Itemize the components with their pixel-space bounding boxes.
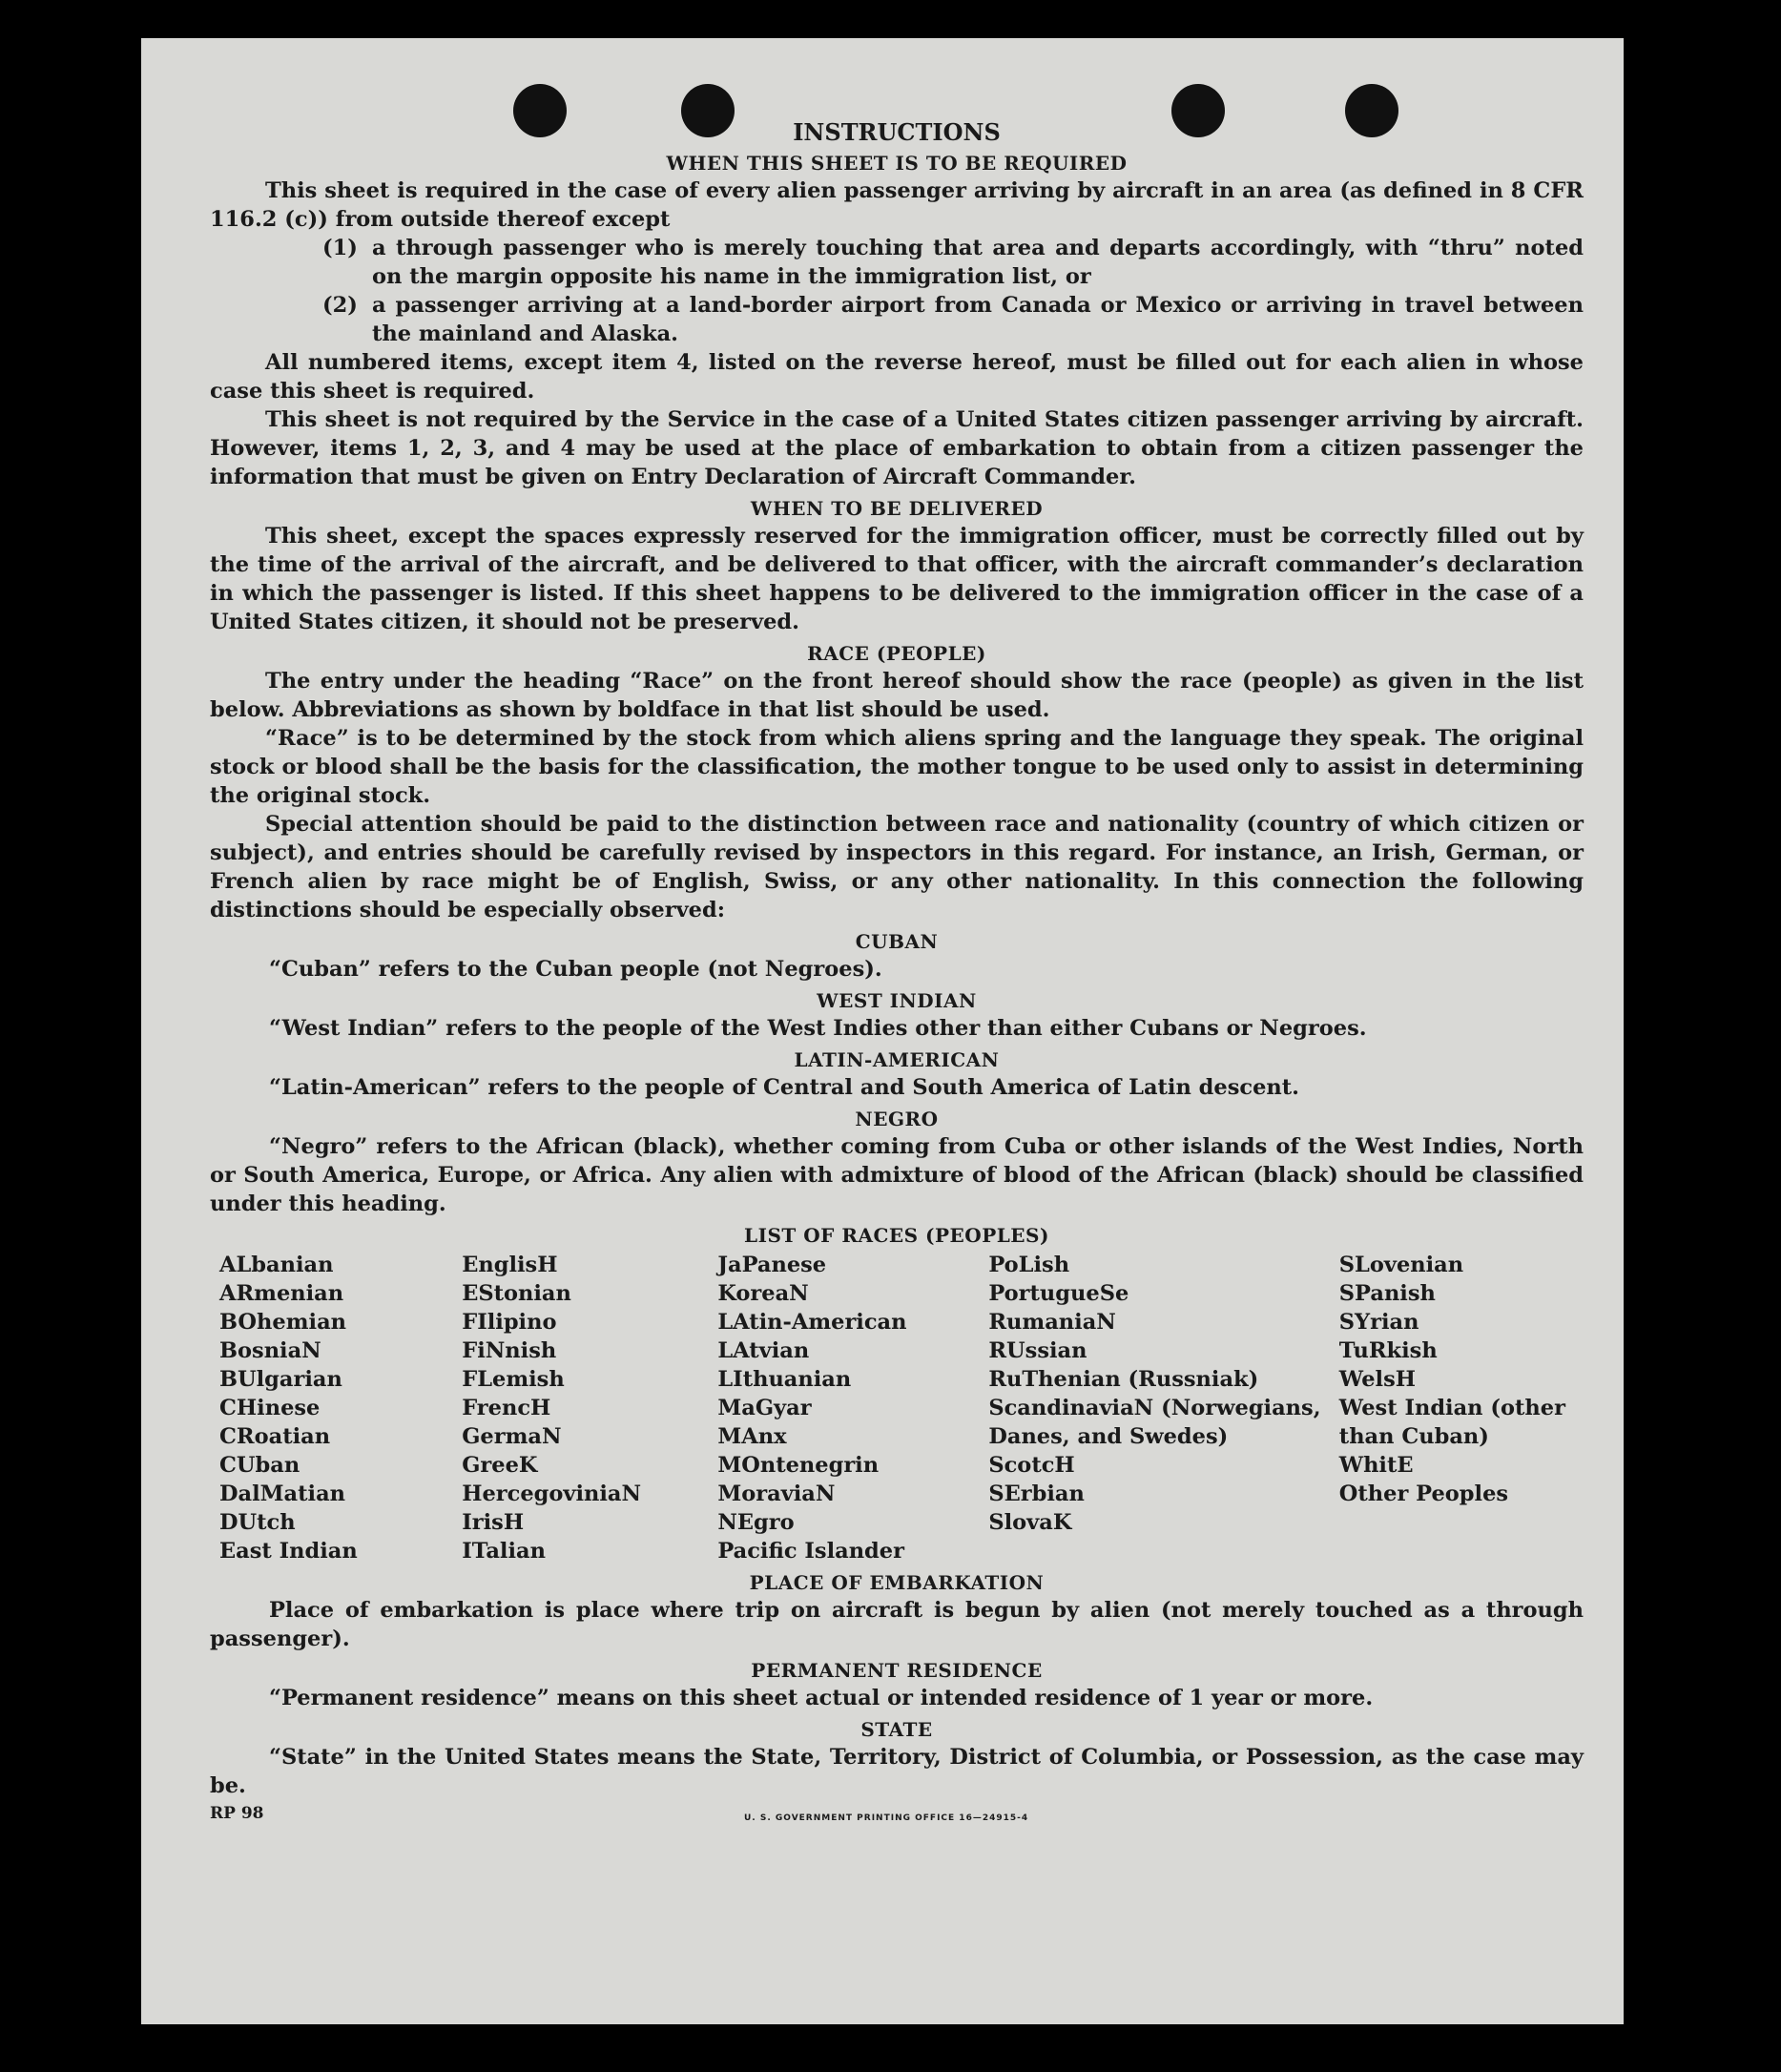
item-text: a through passenger who is merely touching that area and departs accordingly, with “thru” noted on the margin opposite his name in the immigration list, or — [372, 236, 1584, 289]
race-entry: GermaN — [462, 1424, 562, 1449]
definition: “Permanent residence” means on this sheet actual or intended residence of 1 year or more. — [269, 1686, 1374, 1710]
race-entry: West Indian (other than Cuban) — [1338, 1396, 1565, 1449]
race-entry: ScandinaviaN (Norwegians, Danes, and Swedes) — [988, 1396, 1321, 1449]
paragraph: All numbered items, except item 4, listed on the reverse hereof, must be filled out for each alien in whose case this sheet is required. — [210, 350, 1584, 404]
heading-west-indian: WEST INDIAN — [817, 989, 977, 1012]
definition: “Cuban” refers to the Cuban people (not Negroes). — [269, 957, 882, 982]
race-entry: DalMatian — [219, 1481, 346, 1506]
heading-residence: PERMANENT RESIDENCE — [751, 1659, 1043, 1682]
numbered-item — [322, 291, 1584, 348]
heading-delivered: WHEN TO BE DELIVERED — [750, 497, 1044, 520]
race-entry: FrencH — [462, 1396, 551, 1420]
race-entry: MaGyar — [717, 1396, 812, 1420]
race-entry: CHinese — [219, 1396, 321, 1420]
race-entry: WelsH — [1338, 1367, 1417, 1392]
definition: “State” in the United States means the State, Territory, District of Columbia, or Possession, as the case may be. — [210, 1745, 1584, 1798]
race-entry: RuThenian (Russniak) — [988, 1367, 1259, 1392]
race-entry: MoraviaN — [717, 1481, 836, 1506]
race-entry: FIlipino — [462, 1310, 557, 1335]
race-column — [717, 1251, 988, 1565]
race-entry: MOntenegrin — [717, 1453, 880, 1478]
race-entry: PoLish — [988, 1253, 1070, 1277]
item-text: a passenger arriving at a land-border airport from Canada or Mexico or arriving in travel between the mainland and Alaska. — [372, 293, 1584, 346]
race-entry: Pacific Islander — [717, 1539, 904, 1564]
race-entry: SLovenian — [1338, 1253, 1464, 1277]
heading-state: STATE — [860, 1718, 933, 1741]
race-entry: BUlgarian — [219, 1367, 342, 1392]
race-entry: SlovaK — [988, 1510, 1072, 1535]
race-column — [462, 1251, 717, 1565]
page-footer — [210, 1804, 1584, 1823]
race-entry: Other Peoples — [1338, 1481, 1509, 1506]
race-entry: FiNnish — [462, 1338, 557, 1363]
race-entry: NEgro — [717, 1510, 795, 1535]
race-entry: CRoatian — [219, 1424, 331, 1449]
race-entry: GreeK — [462, 1453, 538, 1478]
form-number: RP 98 — [210, 1804, 264, 1823]
heading-negro: NEGRO — [855, 1108, 939, 1130]
race-entry: LAtvian — [717, 1338, 810, 1363]
race-entry: BosniaN — [219, 1338, 321, 1363]
race-column — [219, 1251, 462, 1565]
definition: Place of embarkation is place where trip on aircraft is begun by alien (not merely touched as a through passenger). — [210, 1598, 1584, 1651]
heading-cuban: CUBAN — [855, 930, 939, 953]
numbered-item — [322, 234, 1584, 291]
definition: “Latin-American” refers to the people of Central and South America of Latin descent. — [269, 1075, 1299, 1100]
heading-race: RACE (PEOPLE) — [807, 642, 986, 665]
definition: “West Indian” refers to the people of the West Indies other than either Cubans or Negroes. — [269, 1016, 1367, 1041]
race-entry: RUssian — [988, 1338, 1087, 1363]
race-entry: PortugueSe — [988, 1281, 1129, 1306]
paragraph: This sheet is required in the case of every alien passenger arriving by aircraft in an area (as defined in 8 CFR 116.2 (c)) from outside thereof except — [210, 178, 1584, 232]
race-entry: ScotcH — [988, 1453, 1075, 1478]
race-entry: DUtch — [219, 1510, 296, 1535]
race-entry: ARmenian — [219, 1281, 344, 1306]
race-column — [988, 1251, 1338, 1565]
heading-required: WHEN THIS SHEET IS TO BE REQUIRED — [666, 152, 1128, 175]
instructions-body — [210, 118, 1584, 1823]
race-entry: WhitE — [1338, 1453, 1414, 1478]
heading-embarkation: PLACE OF EMBARKATION — [749, 1571, 1045, 1594]
document-page — [141, 38, 1624, 2024]
paragraph: Special attention should be paid to the distinction between race and nationality (country of which citizen or subject), and entries should be carefully revised by inspectors in this regard. For instance, an Irish, German, or French alien by race might be of English, Swiss, or any other nationality. In this connection the following distinctions should be especially observed: — [210, 812, 1584, 922]
race-column — [1339, 1251, 1584, 1565]
race-entry: EStonian — [462, 1281, 571, 1306]
race-entry: BOhemian — [219, 1310, 347, 1335]
item-number: (1) — [322, 236, 358, 260]
printer-imprint: U. S. GOVERNMENT PRINTING OFFICE 16—24915-4 — [744, 1813, 1029, 1823]
paragraph: The entry under the heading “Race” on the front hereof should show the race (people) as given in the list below. Abbreviations as shown by boldface in that list should be used. — [210, 669, 1584, 722]
race-entry: JaPanese — [717, 1253, 827, 1277]
race-entry: ITalian — [462, 1539, 546, 1564]
paragraph: This sheet, except the spaces expressly reserved for the immigration officer, must be correctly filled out by the time of the arrival of the aircraft, and be delivered to that officer, with the aircraft commander’s declaration in which the passenger is listed. If this sheet happens to be delivered to the immigration officer in the case of a United States citizen, it should not be preserved. — [210, 524, 1584, 634]
race-entry: ALbanian — [219, 1253, 334, 1277]
race-entry: CUban — [219, 1453, 300, 1478]
race-entry: MAnx — [717, 1424, 787, 1449]
race-entry: FLemish — [462, 1367, 565, 1392]
heading-latin-american: LATIN-AMERICAN — [794, 1048, 1000, 1071]
paragraph: This sheet is not required by the Service in the case of a United States citizen passenger arriving by aircraft. However, items 1, 2, 3, and 4 may be used at the place of embarkation to obtain from a citizen passenger the information that must be given on Entry Declaration of Aircraft Commander. — [210, 407, 1584, 489]
race-entry: SErbian — [988, 1481, 1085, 1506]
race-entry: SPanish — [1338, 1281, 1436, 1306]
race-entry: KoreaN — [717, 1281, 809, 1306]
race-entry: LAtin-American — [717, 1310, 907, 1335]
paragraph: “Race” is to be determined by the stock from which aliens spring and the language they speak. The original stock or blood shall be the basis for the classification, the mother tongue to be used only to assist in determining the original stock. — [210, 726, 1584, 808]
definition: “Negro” refers to the African (black), whether coming from Cuba or other islands of the West Indies, North or South America, Europe, or Africa. Any alien with admixture of blood of the African (black) should be classified under this heading. — [210, 1134, 1584, 1216]
race-entry: SYrian — [1338, 1310, 1419, 1335]
heading-list-of-races: LIST OF RACES (PEOPLES) — [744, 1224, 1049, 1247]
race-list — [210, 1251, 1584, 1565]
race-entry: East Indian — [219, 1539, 358, 1564]
item-number: (2) — [322, 293, 358, 318]
race-entry: TuRkish — [1338, 1338, 1438, 1363]
race-entry: IrisH — [462, 1510, 525, 1535]
race-entry: LIthuanian — [717, 1367, 852, 1392]
race-entry: EnglisH — [462, 1253, 558, 1277]
page-title: INSTRUCTIONS — [793, 118, 1001, 146]
race-entry: RumaniaN — [988, 1310, 1116, 1335]
race-entry: HercegoviniaN — [462, 1481, 642, 1506]
